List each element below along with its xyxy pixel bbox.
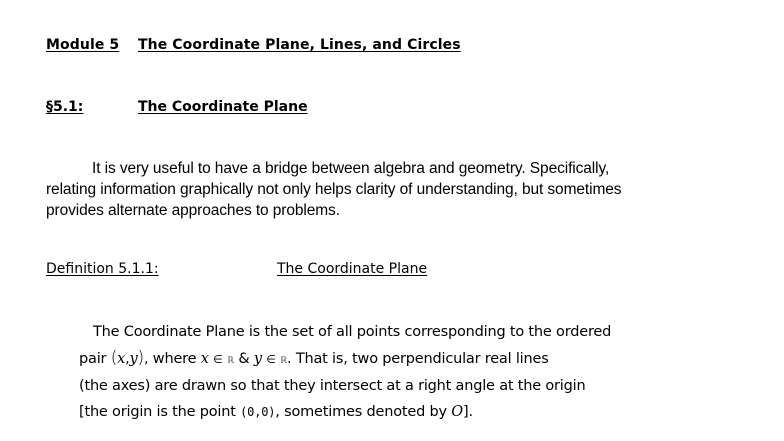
- intro-line-1: It is very useful to have a bridge between algebra and geometry. Specifically,: [92, 160, 610, 177]
- definition-line-4: [79, 400, 693, 426]
- ampersand: &: [233, 350, 254, 367]
- text-fragment: , sometimes denoted by: [275, 403, 452, 420]
- math-variable-y: y: [129, 350, 138, 367]
- element-of-symbol: ∈: [266, 352, 276, 366]
- module-label: Module 5: [46, 37, 120, 53]
- math-variable-x: x: [117, 350, 126, 367]
- definition-body: [79, 320, 693, 425]
- definition-label: Definition 5.1.1:: [46, 261, 159, 277]
- intro-paragraph: [46, 158, 746, 221]
- definition-line-2: [79, 346, 693, 375]
- origin-point: (0,0): [240, 404, 276, 419]
- definition-title: The Coordinate Plane: [277, 261, 428, 277]
- section-number: §5.1:: [46, 99, 84, 115]
- text-fragment: , where: [143, 350, 201, 367]
- definition-line-3: (the axes) are drawn so that they intersect at a right angle at the origin: [79, 378, 586, 394]
- definition-line-1: The Coordinate Plane is the set of all points corresponding to the ordered: [93, 324, 612, 340]
- intro-line-3: provides alternate approaches to problems.: [46, 202, 340, 219]
- intro-line-2: relating information graphically not only helps clarity of understanding, but sometimes: [46, 181, 622, 198]
- comma: ,: [125, 350, 130, 367]
- real-numbers-symbol: ℝ: [226, 355, 234, 366]
- text-fragment: [the origin is the point: [79, 403, 241, 420]
- element-of-symbol: ∈: [213, 352, 223, 366]
- math-variable-y: y: [253, 350, 262, 367]
- paren-close: ): [137, 347, 144, 368]
- module-title: The Coordinate Plane, Lines, and Circles: [138, 37, 461, 53]
- text-fragment: pair: [79, 350, 111, 367]
- text-fragment: . That is, two perpendicular real lines: [287, 350, 549, 367]
- paren-open: (: [110, 347, 118, 368]
- origin-symbol: O: [451, 403, 463, 420]
- text-fragment: ].: [462, 403, 473, 420]
- real-numbers-symbol: ℝ: [280, 355, 288, 366]
- section-title: The Coordinate Plane: [138, 99, 308, 115]
- math-variable-x: x: [200, 350, 209, 367]
